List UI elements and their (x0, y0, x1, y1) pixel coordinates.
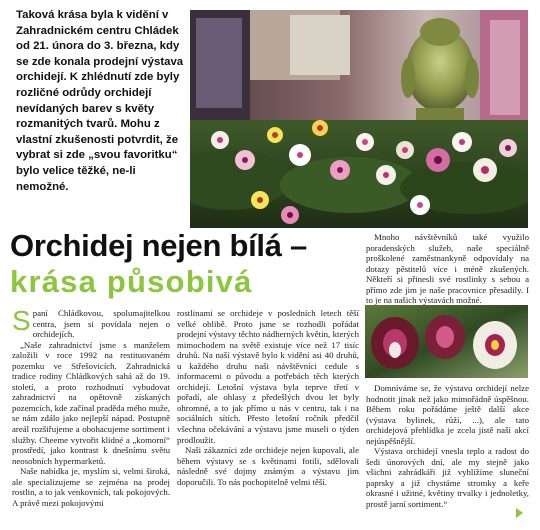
continue-arrow-icon (516, 508, 523, 518)
article-paragraph: rostlinami se orchideje v posledních letech těší velké oblibě. Proto jsme se rozhodli pořádat prodejní výstavy těchto nádherných květin, kterých mimochodem na světě existuje více než 17 tisíc druhů. Na naší výstavě bylo k vidění asi 40 druhů, u každého druhu naši návštěvníci cedule s informacemi o původu a potřebách těch kterých orchidejí. Letošní výstava byla teprve třetí v pořadí, ale ohlasy z předešlých dvou let byly ohromné, a to jak přímo u nás v centru, tak i na sociálních sítích. Přesto letošní ročník předčil všechna očekávání a výstavu jsme museli o týden prodloužit. (177, 308, 359, 445)
article-paragraph: „Naše zahradnictví jsme s manželem založili v roce 1992 na restituovaném pozemku ve Střešovicích. Zahradnická tradice rodiny Chládkových sahá až do 19. století, a proto rozhodnutí vybudovat zahradnictví na opětovně získaných pozemcích, kde začínal praděda mého muže, se nám zdálo jako nejlepší nápad. Postupně areál rozšiřujeme a obohacujeme sortiment i služby. Cheeme vytvořit klidné a „komorní“ prostředí, jako kontrast k dnešnímu světu neosobních hypermarketů. (12, 339, 170, 466)
article-paragraph: Výstava orchidejí vnesla teplo a radost do šedi únorových dní, ale my stejně jako všichni zahrádkáři již vyhlížíme sluneční paprsky a již chystáme stromky a keře okrasné i užitné, květiny trvalky i jednoletky, prostě jarní sortiment.“ (366, 446, 529, 510)
article-paragraph: Naši zákazníci zde orchideje nejen kupovali, ale během výstavy se s květinami fotili, sdělovali následně své dojmy známým a výstavu jim doporučili. To nás pochopitelně velmi těší. (177, 445, 359, 487)
article-column-3-bottom (366, 383, 529, 510)
article-opening-paragraph (12, 305, 170, 340)
headline-line-1: Orchidej nejen bílá – (10, 228, 307, 263)
opening-text: paní Chládkovou, spolumajitelkou centra, jsem si povídala nejen o orchidejích. (32, 308, 170, 340)
article-paragraph: Naše nabídka je, myslím si, velmi široká, ale specializujeme se zejména na prodej rostlin, a to jak venkovních, tak pokojových. A právě mezi pokojovými (12, 466, 170, 508)
headline-line-2: krása působivá (10, 264, 253, 299)
article-column-2 (177, 308, 359, 487)
article-headline (10, 228, 360, 300)
orchid-closeup-photo (365, 305, 528, 378)
orchid-display-photo (190, 10, 528, 228)
drop-cap: S (12, 305, 31, 336)
intro-lead: Taková krása byla k vidění v Zahradnickém centru Chládek od 21. února do 3. března, kdy se zde konala prodejní výstava orchidejí. K zhlédnutí zde byly rozličné odrůdy orchidejí nevídaných barev s květy rozmanitých tvarů. Mohu z vlastní zkušenosti potvrdit, že vybrat si zde „svou favoritku“ bylo velice těžké, ne-li nemožné. (16, 9, 184, 193)
article-paragraph: Domníváme se, že výstavu orchidejí nelze hodnotit jinak než jako mimořádně úspěšnou. Během roku pořádáme ještě další akce (výstava bylinek, růží, ...), ale tato orchidejová přehlídka je zcela jistě naší akcí nejúspěšnější. (366, 383, 529, 446)
article-column-1 (12, 305, 170, 508)
article-column-3-top (366, 232, 529, 306)
article-paragraph: Mnoho návštěvníků také využilo poradenských služeb, naše speciálně proškolené zaměstnankyně odpovídaly na dotazy pěstitelů více i méně zkušených. Někteří si přinesli své rostlinky s sebou a přímo zde jim je naše pracovnice přesadily. I to je na našich výstavách možné. (366, 232, 529, 306)
